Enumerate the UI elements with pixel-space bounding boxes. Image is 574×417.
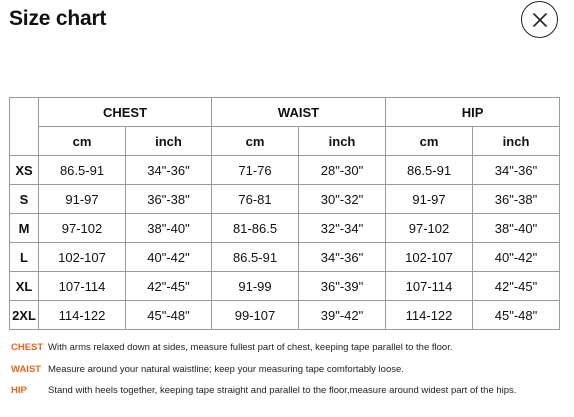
table-cell: 102-107	[386, 243, 473, 272]
table-cell: 34"-36"	[299, 243, 386, 272]
note-waist	[11, 364, 566, 386]
table-cell: 34"-36"	[473, 156, 560, 185]
page-title: Size chart	[9, 7, 107, 30]
group-header-waist: WAIST	[212, 98, 386, 127]
table-cell: 114-122	[386, 301, 473, 330]
table-cell: 91-99	[212, 272, 299, 301]
table-cell: 102-107	[39, 243, 126, 272]
table-cell: 32"-34"	[299, 214, 386, 243]
table-cell: 91-97	[386, 185, 473, 214]
size-chart-table	[9, 97, 560, 330]
table-cell: 36"-39"	[299, 272, 386, 301]
table-cell: 42"-45"	[126, 272, 212, 301]
table-cell: 34"-36"	[126, 156, 212, 185]
table-cell: 86.5-91	[386, 156, 473, 185]
table-cell: 81-86.5	[212, 214, 299, 243]
table-cell: 71-76	[212, 156, 299, 185]
table-cell: 76-81	[212, 185, 299, 214]
table-row	[10, 185, 560, 214]
table-row	[10, 156, 560, 185]
note-text: Stand with heels together, keeping tape straight and parallel to the floor,measure around widest part of the hips.	[48, 385, 517, 396]
table-cell: 39"-42"	[299, 301, 386, 330]
note-hip	[11, 385, 566, 407]
close-icon	[532, 12, 548, 28]
note-chest	[11, 342, 566, 364]
table-cell: 40"-42"	[126, 243, 212, 272]
table-cell: 38"-40"	[126, 214, 212, 243]
table-row	[10, 272, 560, 301]
table-cell: 114-122	[39, 301, 126, 330]
unit-header: cm	[386, 127, 473, 156]
table-row	[10, 243, 560, 272]
table-row	[10, 214, 560, 243]
measurement-notes	[11, 342, 566, 407]
size-label: 2XL	[10, 301, 39, 330]
unit-header: cm	[212, 127, 299, 156]
table-cell: 38"-40"	[473, 214, 560, 243]
unit-header: inch	[299, 127, 386, 156]
group-header-chest: CHEST	[39, 98, 212, 127]
note-text: Measure around your natural waistline; keep your measuring tape comfortably loose.	[48, 363, 404, 375]
table-cell: 30"-32"	[299, 185, 386, 214]
table-cell: 36"-38"	[126, 185, 212, 214]
table-cell: 97-102	[39, 214, 126, 243]
unit-header: cm	[39, 127, 126, 156]
table-row	[10, 301, 560, 330]
table-cell: 107-114	[39, 272, 126, 301]
note-key: CHEST	[11, 342, 44, 353]
note-key: WAIST	[11, 363, 42, 375]
unit-header: inch	[473, 127, 560, 156]
note-key: HIP	[11, 385, 27, 396]
size-label: S	[10, 185, 39, 214]
table-cell: 91-97	[39, 185, 126, 214]
group-header-row	[10, 98, 560, 127]
close-button[interactable]	[521, 1, 558, 38]
size-label: XL	[10, 272, 39, 301]
table-cell: 97-102	[386, 214, 473, 243]
table-cell: 28"-30"	[299, 156, 386, 185]
size-label: L	[10, 243, 39, 272]
table-cell: 42"-45"	[473, 272, 560, 301]
table-cell: 86.5-91	[212, 243, 299, 272]
size-label: M	[10, 214, 39, 243]
table-cell: 40"-42"	[473, 243, 560, 272]
table-cell: 45"-48"	[473, 301, 560, 330]
table-cell: 107-114	[386, 272, 473, 301]
unit-header: inch	[126, 127, 212, 156]
table-cell: 99-107	[212, 301, 299, 330]
group-header-hip: HIP	[386, 98, 560, 127]
table-cell: 45"-48"	[126, 301, 212, 330]
table-cell: 86.5-91	[39, 156, 126, 185]
size-label: XS	[10, 156, 39, 185]
note-text: With arms relaxed down at sides, measure fullest part of chest, keeping tape parallel to the floor.	[48, 342, 453, 353]
corner-cell	[10, 98, 39, 156]
unit-header-row	[10, 127, 560, 156]
table-cell: 36"-38"	[473, 185, 560, 214]
